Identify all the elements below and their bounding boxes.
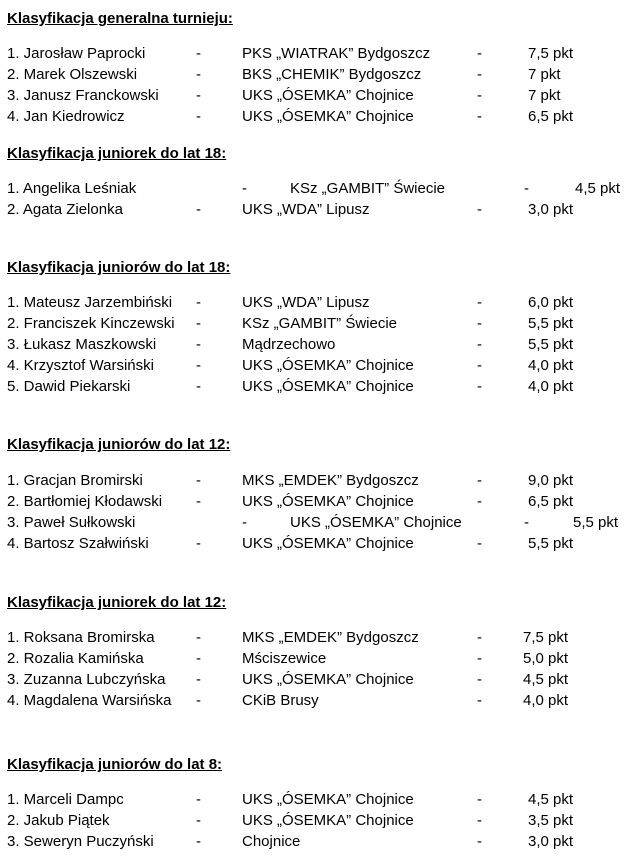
club-name: Mściszewice (242, 650, 327, 667)
points: 6,5 pkt (528, 108, 574, 125)
points: 5,5 pkt (528, 535, 574, 552)
section-title-juniorzy-12: Klasyfikacja juniorów do lat 12: (7, 436, 231, 453)
separator: - (196, 692, 201, 709)
result-row (0, 811, 632, 831)
separator: - (477, 336, 482, 353)
section-title-juniorzy-8: Klasyfikacja juniorów do lat 8: (7, 756, 223, 773)
separator: - (196, 336, 201, 353)
result-row (0, 513, 632, 533)
separator: - (477, 315, 482, 332)
points: 4,0 pkt (528, 378, 574, 395)
club-name: Mądrzechowo (242, 336, 336, 353)
separator: - (196, 294, 201, 311)
points: 7 pkt (528, 87, 561, 104)
club-name: UKS „WDA” Lipusz (242, 201, 370, 218)
player-name: 1. Mateusz Jarzembiński (7, 294, 173, 311)
club-name: UKS „ÓSEMKA” Chojnice (242, 812, 414, 829)
points: 7,5 pkt (523, 629, 569, 646)
separator: - (477, 66, 482, 83)
points: 6,5 pkt (528, 493, 574, 510)
separator: - (196, 378, 201, 395)
separator: - (477, 493, 482, 510)
separator: - (242, 180, 247, 197)
separator: - (477, 87, 482, 104)
separator: - (477, 45, 482, 62)
separator: - (196, 357, 201, 374)
separator: - (477, 671, 482, 688)
separator: - (477, 812, 482, 829)
player-name: 5. Dawid Piekarski (7, 378, 131, 395)
separator: - (196, 629, 201, 646)
points: 4,5 pkt (528, 791, 574, 808)
player-name: 2. Franciszek Kinczewski (7, 315, 175, 332)
player-name: 1. Gracjan Bromirski (7, 472, 143, 489)
separator: - (196, 650, 201, 667)
player-name: 3. Paweł Sułkowski (7, 514, 136, 531)
points: 4,0 pkt (528, 357, 574, 374)
separator: - (196, 493, 201, 510)
club-name: PKS „WIATRAK” Bydgoszcz (242, 45, 431, 62)
separator: - (196, 535, 201, 552)
separator: - (477, 201, 482, 218)
player-name: 4. Krzysztof Warsiński (7, 357, 154, 374)
player-name: 3. Janusz Franckowski (7, 87, 159, 104)
player-name: 2. Bartłomiej Kłodawski (7, 493, 163, 510)
points: 9,0 pkt (528, 472, 574, 489)
player-name: 2. Jakub Piątek (7, 812, 110, 829)
separator: - (196, 108, 201, 125)
separator: - (477, 294, 482, 311)
points: 5,5 pkt (528, 336, 574, 353)
player-name: 4. Jan Kiedrowicz (7, 108, 125, 125)
club-name: Chojnice (242, 833, 301, 850)
points: 3,0 pkt (528, 201, 574, 218)
separator: - (524, 180, 529, 197)
separator: - (477, 472, 482, 489)
club-name: UKS „ÓSEMKA” Chojnice (242, 108, 414, 125)
club-name: MKS „EMDEK” Bydgoszcz (242, 629, 419, 646)
separator: - (477, 692, 482, 709)
player-name: 3. Łukasz Maszkowski (7, 336, 157, 353)
result-row (0, 649, 632, 669)
result-row (0, 377, 632, 397)
section-title-juniorzy-18: Klasyfikacja juniorów do lat 18: (7, 259, 231, 276)
separator: - (196, 87, 201, 104)
player-name: 1. Marceli Dampc (7, 791, 124, 808)
separator: - (196, 671, 201, 688)
club-name: UKS „ÓSEMKA” Chojnice (242, 671, 414, 688)
player-name: 4. Bartosz Szałwiński (7, 535, 149, 552)
club-name: UKS „ÓSEMKA” Chojnice (242, 535, 414, 552)
player-name: 3. Zuzanna Lubczyńska (7, 671, 166, 688)
section-title-juniorki-18: Klasyfikacja juniorek do lat 18: (7, 145, 227, 162)
result-row (0, 107, 632, 127)
points: 5,0 pkt (523, 650, 569, 667)
points: 3,5 pkt (528, 812, 574, 829)
player-name: 2. Agata Zielonka (7, 201, 123, 218)
result-row (0, 790, 632, 810)
separator: - (477, 357, 482, 374)
club-name: UKS „ÓSEMKA” Chojnice (290, 514, 462, 531)
result-row (0, 471, 632, 491)
result-row (0, 314, 632, 334)
separator: - (242, 514, 247, 531)
club-name: KSz „GAMBIT” Świecie (242, 315, 398, 332)
points: 4,0 pkt (523, 692, 569, 709)
result-row (0, 670, 632, 690)
separator: - (477, 833, 482, 850)
player-name: 2. Marek Olszewski (7, 66, 138, 83)
club-name: UKS „ÓSEMKA” Chojnice (242, 378, 414, 395)
club-name: UKS „ÓSEMKA” Chojnice (242, 357, 414, 374)
player-name: 1. Angelika Leśniak (7, 180, 137, 197)
points: 3,0 pkt (528, 833, 574, 850)
club-name: KSz „GAMBIT” Świecie (290, 180, 446, 197)
points: 7 pkt (528, 66, 561, 83)
separator: - (477, 378, 482, 395)
result-row (0, 492, 632, 512)
separator: - (196, 66, 201, 83)
result-row (0, 534, 632, 554)
points: 5,5 pkt (528, 315, 574, 332)
points: 6,0 pkt (528, 294, 574, 311)
separator: - (196, 201, 201, 218)
separator: - (196, 791, 201, 808)
separator: - (477, 535, 482, 552)
separator: - (196, 472, 201, 489)
separator: - (477, 629, 482, 646)
player-name: 1. Roksana Bromirska (7, 629, 155, 646)
result-row (0, 179, 632, 199)
result-row (0, 44, 632, 64)
result-row (0, 356, 632, 376)
player-name: 1. Jarosław Paprocki (7, 45, 146, 62)
points: 4,5 pkt (575, 180, 621, 197)
separator: - (524, 514, 529, 531)
player-name: 4. Magdalena Warsińska (7, 692, 172, 709)
club-name: UKS „ÓSEMKA” Chojnice (242, 493, 414, 510)
result-row (0, 691, 632, 711)
separator: - (196, 45, 201, 62)
result-row (0, 335, 632, 355)
club-name: UKS „WDA” Lipusz (242, 294, 370, 311)
separator: - (477, 650, 482, 667)
points: 7,5 pkt (528, 45, 574, 62)
result-row (0, 65, 632, 85)
result-row (0, 86, 632, 106)
points: 5,5 pkt (573, 514, 619, 531)
result-row (0, 832, 632, 852)
club-name: BKS „CHEMIK” Bydgoszcz (242, 66, 422, 83)
separator: - (196, 833, 201, 850)
section-title-juniorki-12: Klasyfikacja juniorek do lat 12: (7, 594, 227, 611)
club-name: MKS „EMDEK” Bydgoszcz (242, 472, 419, 489)
section-title-general: Klasyfikacja generalna turnieju: (7, 10, 233, 27)
player-name: 3. Seweryn Puczyński (7, 833, 154, 850)
separator: - (196, 812, 201, 829)
separator: - (196, 315, 201, 332)
club-name: UKS „ÓSEMKA” Chojnice (242, 87, 414, 104)
result-row (0, 293, 632, 313)
club-name: UKS „ÓSEMKA” Chojnice (242, 791, 414, 808)
points: 4,5 pkt (523, 671, 569, 688)
separator: - (477, 791, 482, 808)
player-name: 2. Rozalia Kamińska (7, 650, 144, 667)
separator: - (477, 108, 482, 125)
result-row (0, 200, 632, 220)
result-row (0, 628, 632, 648)
club-name: CKiB Brusy (242, 692, 319, 709)
